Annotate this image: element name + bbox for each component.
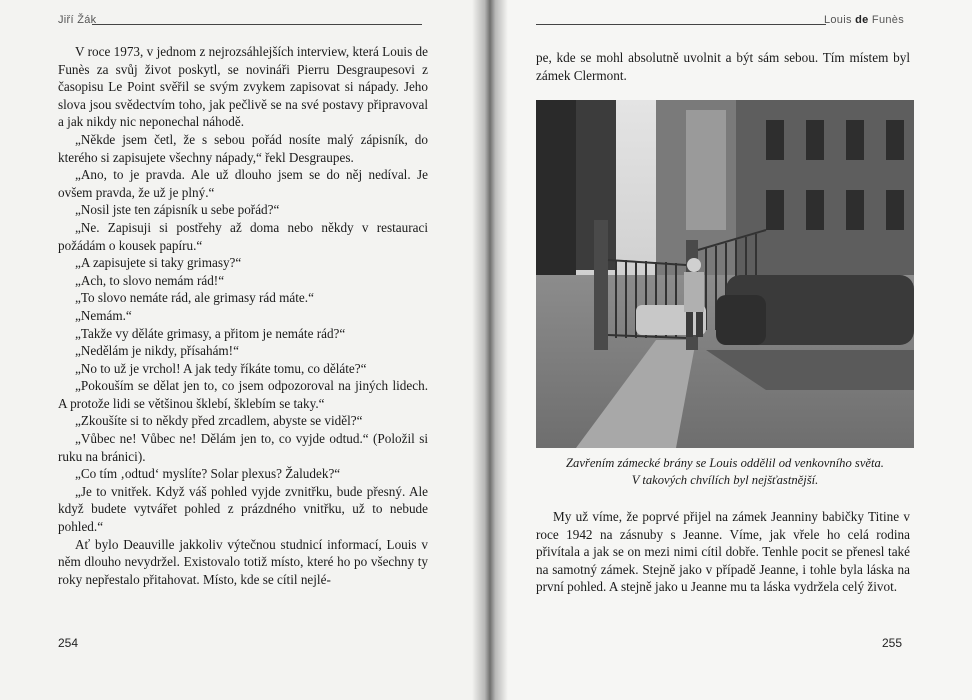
running-head-part: de	[855, 14, 869, 26]
paragraph: „Někde jsem četl, že s sebou pořád nosíte malý zápisník, do kterého si zapisujete všechny nápady,“ řekl Desgraupes.	[58, 131, 428, 165]
book-gutter-shadow	[472, 0, 508, 700]
header-rule	[92, 24, 422, 25]
paragraph: „Pokouším se dělat jen to, co jsem odpozoroval na jiných lidech. A protože lidi se většinou šklebí, šklebím se taky.“	[58, 378, 428, 411]
paragraph: „Vůbec ne! Vůbec ne! Dělám jen to, co vyjde odtud.“ (Položil si ruku na bránici).	[58, 431, 428, 464]
caption-line: Zavřením zámecké brány se Louis oddělil od venkovního světa.	[566, 456, 884, 470]
paragraph: „To slovo nemáte rád, ale grimasy rád máte.“	[75, 290, 314, 306]
paragraph: „Nosil jste ten zápisník u sebe pořád?“	[75, 202, 280, 218]
paragraph: „Nemám.“	[75, 307, 132, 323]
paragraph: „No to už je vrchol! A jak tedy říkáte tomu, co děláte?“	[75, 360, 367, 376]
right-page	[484, 0, 972, 700]
left-page	[0, 0, 484, 700]
right-bottom-text	[536, 508, 910, 596]
running-head-part: Funès	[868, 14, 904, 26]
running-head-author: Jiří Žák	[58, 14, 97, 26]
paragraph: „Ne. Zapisuji si postřehy až doma nebo někdy v restauraci požádám o kousek papíru.“	[58, 219, 428, 253]
caption-line: V takových chvílích byl nejšťastnější.	[631, 473, 819, 487]
page-number: 254	[58, 636, 79, 650]
paragraph: „Takže vy děláte grimasy, a přitom je nemáte rád?“	[75, 325, 346, 341]
chateau-gate-photo	[536, 100, 914, 448]
paragraph: „Nedělám je nikdy, přísahám!“	[75, 343, 239, 359]
running-head-title	[824, 14, 904, 26]
page-number: 255	[882, 636, 903, 650]
running-head-part: Louis	[823, 14, 856, 26]
paragraph: Ať bylo Deauville jakkoliv výtečnou studnicí informací, Louis v něm dlouho nevydržel. Existovalo totiž místo, které ho po všechny ty roky nepřestalo přitahovat. Místo, kde se cítil nejlé-	[58, 536, 428, 587]
paragraph: My už víme, že poprvé přijel na zámek Jeanniny babičky Titine v roce 1942 na zásnuby s Jeanne. Víme, jak vřele ho celá rodina přivítala a jak se on mezi nimi cítil dobře. Tenhle pocit se přenesl také na samotný zámek. Stejně jako v případě Jeanne, i tohle byla láska na první pohled. A stejně jako u Jeanne mu ta láska vydržela celý život.	[536, 509, 910, 595]
paragraph: „Je to vnitřek. Když váš pohled vyjde zvnitřku, bude přesný. Ale když budete vytvářet pohled z prázdného vnitřku, už to nebude pohled.“	[58, 483, 428, 535]
paragraph: pe, kde se mohl absolutně uvolnit a být sám sebou. Tím místem byl zámek Clermont.	[536, 50, 910, 83]
paragraph: „A zapisujete si taky grimasy?“	[75, 255, 242, 271]
photo-caption	[536, 455, 914, 489]
right-top-text	[536, 49, 910, 84]
paragraph: „Zkoušíte si to někdy před zrcadlem, abyste se viděl?“	[75, 413, 363, 429]
paragraph: „Ano, to je pravda. Ale už dlouho jsem se do něj nedíval. Je ovšem pravda, že už je plný.“	[58, 167, 428, 200]
paragraph: „Ach, to slovo nemám rád!“	[75, 272, 225, 288]
paragraph: V roce 1973, v jednom z nejrozsáhlejších interview, která Louis de Funès za svůj život poskytl, se novináři Pierru Desgraupesovi z časopisu Le Point svěřil se svým zvykem zapisovat si nápady. Jeho slova jsou svědectvím toho, jak pečlivě se na své postavy připravoval a jak nikdy nic neponechal náhodě.	[58, 44, 428, 130]
photo-image	[536, 100, 914, 448]
paragraph: „Co tím ‚odtud‘ myslíte? Solar plexus? Žaludek?“	[75, 466, 341, 482]
left-body-text	[58, 43, 428, 588]
header-rule	[536, 24, 826, 25]
